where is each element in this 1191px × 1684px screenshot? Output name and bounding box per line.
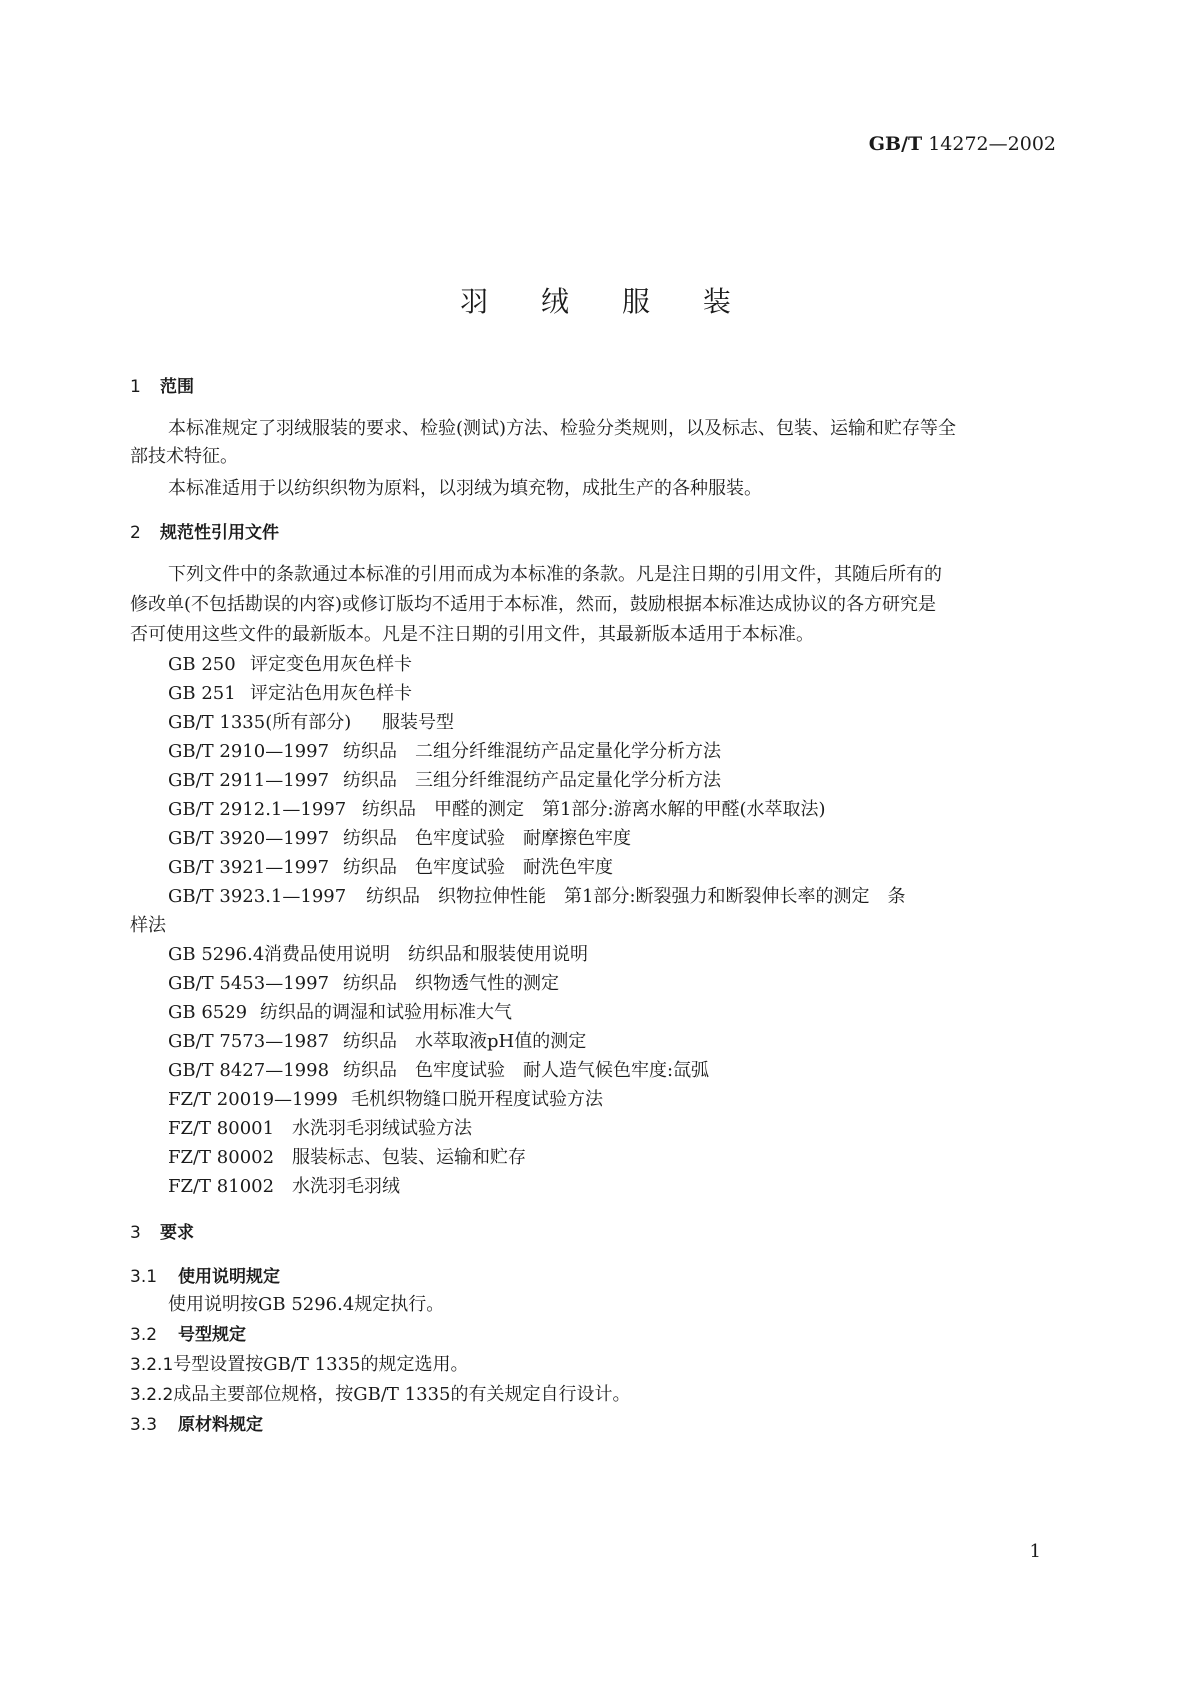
paragraph-line: 本标准规定了羽绒服装的要求、检验(测试)方法、检验分类规则，以及标志、包装、运输和贮存等全 bbox=[168, 418, 957, 439]
reference-title: 水洗羽毛羽绒 bbox=[292, 1176, 400, 1197]
reference-title: 毛机织物缝口脱开程度试验方法 bbox=[351, 1089, 603, 1110]
reference-code: FZ/T 80001 bbox=[168, 1118, 275, 1139]
paragraph-line: 修改单(不包括勘误的内容)或修订版均不适用于本标准，然而，鼓励根据本标准达成协议的各方研究是 bbox=[130, 594, 937, 615]
reference-code: FZ/T 80002 bbox=[168, 1147, 275, 1168]
reference-item bbox=[168, 766, 721, 792]
reference-item bbox=[168, 998, 512, 1024]
reference-title: 服装标志、包装、运输和贮存 bbox=[292, 1147, 526, 1168]
clause-3-2-1 bbox=[130, 1350, 468, 1376]
section-title: 范围 bbox=[160, 377, 194, 397]
section-heading-3 bbox=[130, 1218, 194, 1243]
reference-item bbox=[168, 650, 412, 676]
reference-title: 纺织品 三组分纤维混纺产品定量化学分析方法 bbox=[343, 770, 721, 791]
reference-code: GB/T 2911—1997 bbox=[168, 770, 330, 791]
reference-item bbox=[168, 795, 826, 821]
reference-item bbox=[168, 882, 906, 908]
reference-code: GB/T 3921—1997 bbox=[168, 857, 330, 878]
reference-title: 评定变色用灰色样卡 bbox=[250, 654, 412, 675]
reference-title: 服装号型 bbox=[382, 712, 454, 733]
reference-item bbox=[168, 969, 559, 995]
clause-text: 号型设置按GB/T 1335的规定选用。 bbox=[173, 1354, 469, 1375]
reference-item bbox=[168, 737, 721, 763]
reference-item bbox=[168, 1056, 709, 1082]
reference-title: 纺织品的调湿和试验用标准大气 bbox=[260, 1002, 512, 1023]
page-title: 羽 绒 服 装 bbox=[460, 285, 753, 318]
reference-title: 纺织品 织物拉伸性能 第1部分:断裂强力和断裂伸长率的测定 条 bbox=[366, 886, 906, 907]
paragraph-line: 使用说明按GB 5296.4规定执行。 bbox=[168, 1294, 445, 1315]
subsection-heading-3-2 bbox=[130, 1320, 246, 1345]
section-title: 号型规定 bbox=[178, 1325, 246, 1345]
reference-item bbox=[168, 853, 613, 879]
reference-code: GB 250 bbox=[168, 654, 236, 675]
reference-code: FZ/T 20019—1999 bbox=[168, 1089, 338, 1110]
section-title: 要求 bbox=[160, 1223, 194, 1243]
section-heading-1 bbox=[130, 372, 194, 397]
reference-title: 纺织品 甲醛的测定 第1部分:游离水解的甲醛(水萃取法) bbox=[362, 799, 826, 820]
section-number: 1 bbox=[130, 377, 141, 397]
reference-title: 纺织品 色牢度试验 耐摩擦色牢度 bbox=[343, 828, 631, 849]
reference-code: GB/T 2912.1—1997 bbox=[168, 799, 347, 820]
reference-item bbox=[168, 679, 412, 705]
reference-title: 样法 bbox=[130, 915, 166, 936]
reference-item bbox=[168, 1027, 586, 1053]
reference-code: GB/T 3923.1—1997 bbox=[168, 886, 347, 907]
section-number: 3.1 bbox=[130, 1267, 158, 1287]
section-number: 3 bbox=[130, 1223, 141, 1243]
paragraph-line: 本标准适用于以纺织织物为原料，以羽绒为填充物，成批生产的各种服装。 bbox=[168, 478, 762, 499]
section-number: 3.3 bbox=[130, 1415, 158, 1435]
reference-code: GB/T 5453—1997 bbox=[168, 973, 330, 994]
section-number: 3.2 bbox=[130, 1325, 158, 1345]
page-number: 1 bbox=[1029, 1541, 1041, 1562]
paragraph-line: 下列文件中的条款通过本标准的引用而成为本标准的条款。凡是注日期的引用文件，其随后所有的 bbox=[168, 564, 942, 585]
standard-code: 14272—2002 bbox=[928, 133, 1056, 155]
subsection-heading-3-1 bbox=[130, 1262, 280, 1287]
reference-code: GB 5296.4 bbox=[168, 944, 265, 965]
reference-code: GB/T 3920—1997 bbox=[168, 828, 330, 849]
clause-3-2-2 bbox=[130, 1380, 630, 1406]
reference-item bbox=[168, 940, 588, 966]
reference-code: GB 251 bbox=[168, 683, 236, 704]
reference-code: GB/T 8427—1998 bbox=[168, 1060, 330, 1081]
reference-code: GB 6529 bbox=[168, 1002, 248, 1023]
subsection-heading-3-3 bbox=[130, 1410, 263, 1435]
clause-number: 3.2.2 bbox=[130, 1385, 174, 1405]
reference-item bbox=[168, 1114, 472, 1140]
section-title: 规范性引用文件 bbox=[160, 523, 279, 543]
section-number: 2 bbox=[130, 523, 141, 543]
paragraph-line: 部技术特征。 bbox=[130, 446, 238, 467]
standard-number bbox=[869, 133, 1056, 155]
reference-title: 消费品使用说明 纺织品和服装使用说明 bbox=[264, 944, 588, 965]
section-heading-2 bbox=[130, 518, 279, 543]
reference-item bbox=[168, 1172, 400, 1198]
reference-title: 纺织品 水萃取液pH值的测定 bbox=[343, 1031, 587, 1052]
section-title: 原材料规定 bbox=[178, 1415, 263, 1435]
standard-prefix: GB/T bbox=[868, 133, 923, 155]
reference-code: GB/T 2910—1997 bbox=[168, 741, 330, 762]
reference-code: FZ/T 81002 bbox=[168, 1176, 275, 1197]
reference-item bbox=[168, 1085, 603, 1111]
reference-item-continuation bbox=[130, 911, 166, 937]
clause-number: 3.2.1 bbox=[130, 1355, 174, 1375]
paragraph-line: 否可使用这些文件的最新版本。凡是不注日期的引用文件，其最新版本适用于本标准。 bbox=[130, 624, 814, 645]
reference-item bbox=[168, 824, 631, 850]
reference-title: 水洗羽毛羽绒试验方法 bbox=[292, 1118, 472, 1139]
clause-text: 成品主要部位规格，按GB/T 1335的有关规定自行设计。 bbox=[173, 1384, 631, 1405]
section-title: 使用说明规定 bbox=[178, 1267, 280, 1287]
reference-item bbox=[168, 1143, 526, 1169]
reference-title: 纺织品 色牢度试验 耐人造气候色牢度:氙弧 bbox=[343, 1060, 710, 1081]
reference-title: 纺织品 二组分纤维混纺产品定量化学分析方法 bbox=[343, 741, 721, 762]
reference-title: 纺织品 色牢度试验 耐洗色牢度 bbox=[343, 857, 613, 878]
reference-code: GB/T 7573—1987 bbox=[168, 1031, 330, 1052]
reference-code: GB/T 1335(所有部分) bbox=[168, 712, 352, 733]
reference-title: 纺织品 织物透气性的测定 bbox=[343, 973, 559, 994]
reference-title: 评定沾色用灰色样卡 bbox=[250, 683, 412, 704]
reference-item bbox=[168, 708, 454, 734]
